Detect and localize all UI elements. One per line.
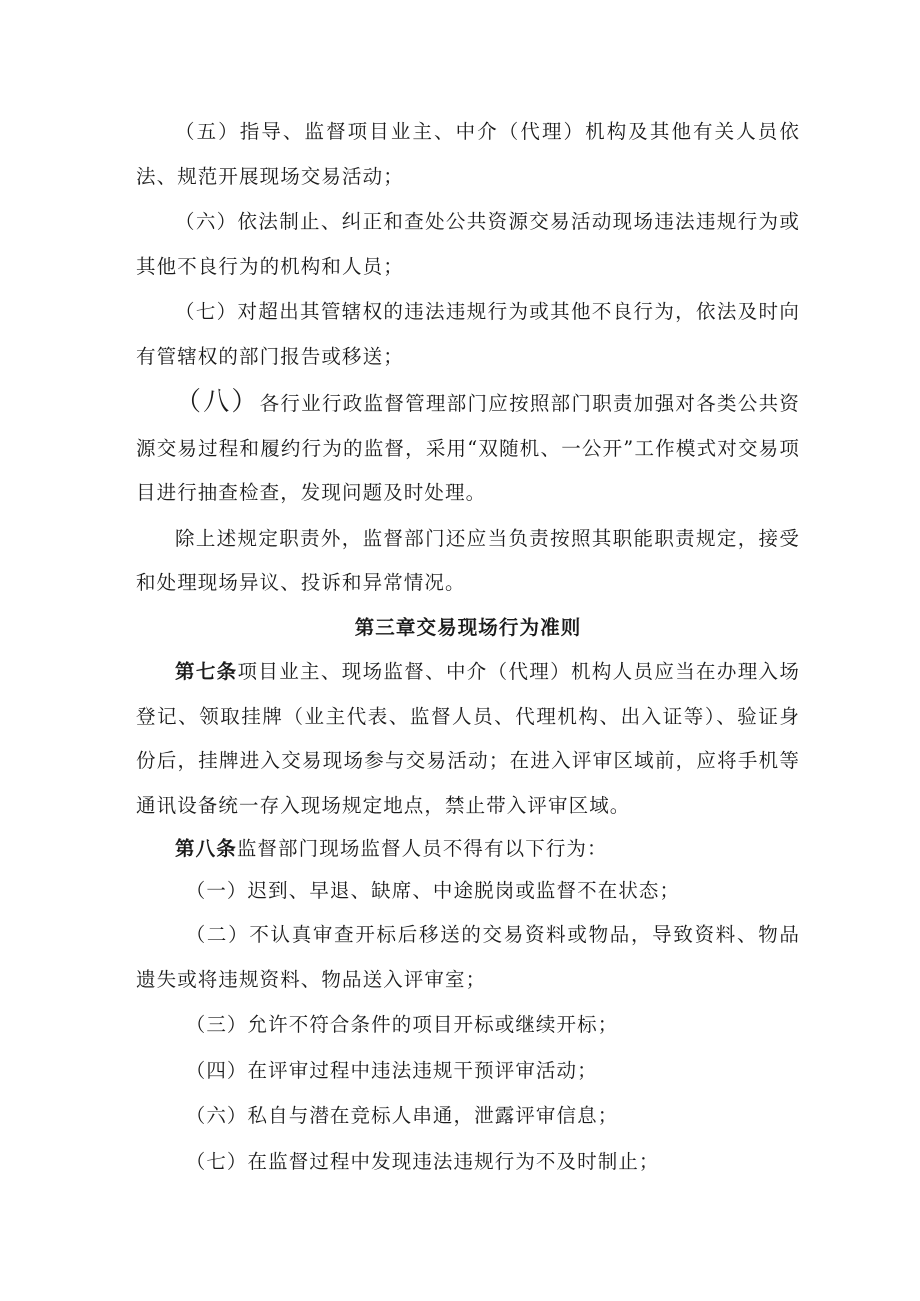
chapter-title: 第三章交易现场行为准则: [354, 615, 582, 639]
article-8-label: 第八条: [175, 837, 237, 860]
article-8-item-6: （六）私自与潜在竞标人串通，泄露评审信息；: [185, 1104, 619, 1127]
duty-item-8-text: 各行业行政监督管理部门应按照部门职责加强对各类公共资源交易过程和履约行为的监督，采用“双随机、一公开”工作模式对交易项目进行抽查检查，发现问题及时处理。: [136, 392, 800, 504]
duty-item-7: （七）对超出其管辖权的违法违规行为或其他不良行为，依法及时向有管辖权的部门报告或移送；: [136, 300, 800, 368]
duty-item-8: [136, 380, 800, 516]
article-8-item-7: （七）在监督过程中发现违法违规行为不及时制止；: [185, 1149, 660, 1173]
article-8: [136, 829, 800, 869]
article-8-text: 监督部门现场监督人员不得有以下行为：: [236, 837, 608, 860]
duty-supplement: 除上述规定职责外，监督部门还应当负责按照其职能职责规定，接受和处理现场异议、投诉和异常情况。: [136, 526, 800, 594]
article-8-item-1: （一）迟到、早退、缺席、中途脱岗或监督不在状态；: [185, 879, 681, 902]
duty-item-6: （六）依法制止、纠正和查处公共资源交易活动现场违法违规行为或其他不良行为的机构和人员；: [136, 210, 800, 278]
article-7-text: 项目业主、现场监督、中介（代理）机构人员应当在办理入场登记、领取挂牌（业主代表、监督人员、代理机构、出入证等）、验证身份后，挂牌进入交易现场参与交易活动；在进入评审区域前，应将手机等通讯设备统一存入现场规定地点，禁止带入评审区域。: [136, 660, 800, 817]
duty-item-8-number: （八）: [175, 387, 260, 417]
article-8-item-2: （二）不认真审查开标后移送的交易资料或物品，导致资料、物品遗失或将违规资料、物品送入评审室；: [136, 923, 800, 991]
article-8-item-3: （三）允许不符合条件的项目开标或继续开标；: [185, 1013, 619, 1036]
article-7-label: 第七条: [175, 660, 238, 683]
document-body: [136, 110, 800, 1184]
article-8-item-4: （四）在评审过程中违法违规干预评审活动；: [185, 1058, 598, 1082]
duty-item-5: （五）指导、监督项目业主、中介（代理）机构及其他有关人员依法、规范开展现场交易活动；: [136, 120, 800, 188]
article-7: [136, 650, 800, 828]
